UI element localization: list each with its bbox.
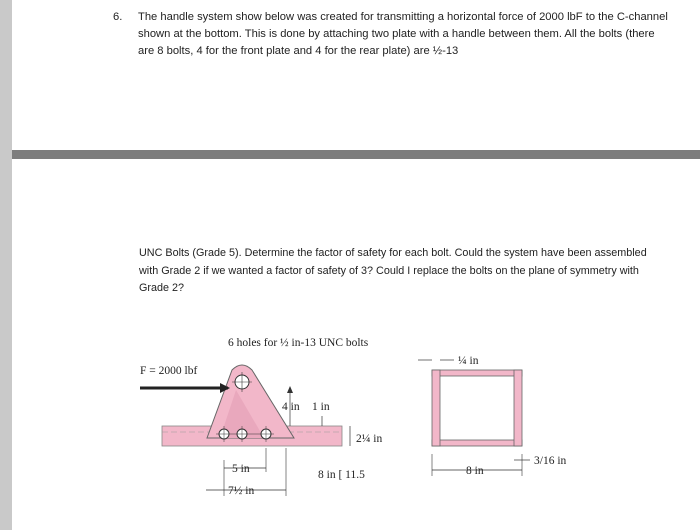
channel-end-view bbox=[432, 370, 522, 446]
dim-4in-arrow bbox=[287, 386, 293, 393]
section-divider-band bbox=[12, 150, 700, 159]
end-view-bottom-flange bbox=[432, 440, 522, 446]
dim-4in-label: 4 in bbox=[282, 401, 300, 413]
dim-quarter-in-label: ¼ in bbox=[458, 355, 479, 367]
dim-3-16in-label: 3/16 in bbox=[534, 455, 567, 467]
dim-1in-label: 1 in bbox=[312, 401, 330, 413]
question-paragraph-2: UNC Bolts (Grade 5). Determine the factor of safety for each bolt. Could the system have been assembled with Grade 2 if we wanted a factor of safety of 3? Could I replace the bolts on the plane of symmetry with Grade 2? bbox=[139, 247, 647, 294]
dim-8in-11-5-label: 8 in [ 11.5 bbox=[318, 469, 365, 481]
dim-2-25in-label: 2¼ in bbox=[356, 433, 383, 445]
end-view-right-web bbox=[514, 370, 522, 446]
dim-7-5in-label: 7½ in bbox=[228, 485, 255, 497]
end-view-left-web bbox=[432, 370, 440, 446]
force-label: F = 2000 lbf bbox=[140, 365, 198, 377]
question-body-1: The handle system show below was created for transmitting a horizontal force of 2000 lbF to the C-channel shown at the bottom. This is done by attaching two plate with a handle between them. All the bolts (there are 8 bolts, 4 for the front plate and 4 for the rear plate) are ½-13 bbox=[138, 11, 668, 57]
dim-5in-label: 5 in bbox=[232, 463, 250, 475]
question-number: 6. bbox=[113, 11, 123, 23]
question-paragraph-1 bbox=[113, 9, 673, 60]
end-view-top-flange bbox=[432, 370, 522, 376]
dim-8in-label: 8 in bbox=[466, 465, 484, 477]
page-left-margin bbox=[0, 0, 12, 530]
holes-label: 6 holes for ½ in-13 UNC bolts bbox=[228, 337, 369, 349]
handle-system-figure bbox=[132, 330, 582, 525]
